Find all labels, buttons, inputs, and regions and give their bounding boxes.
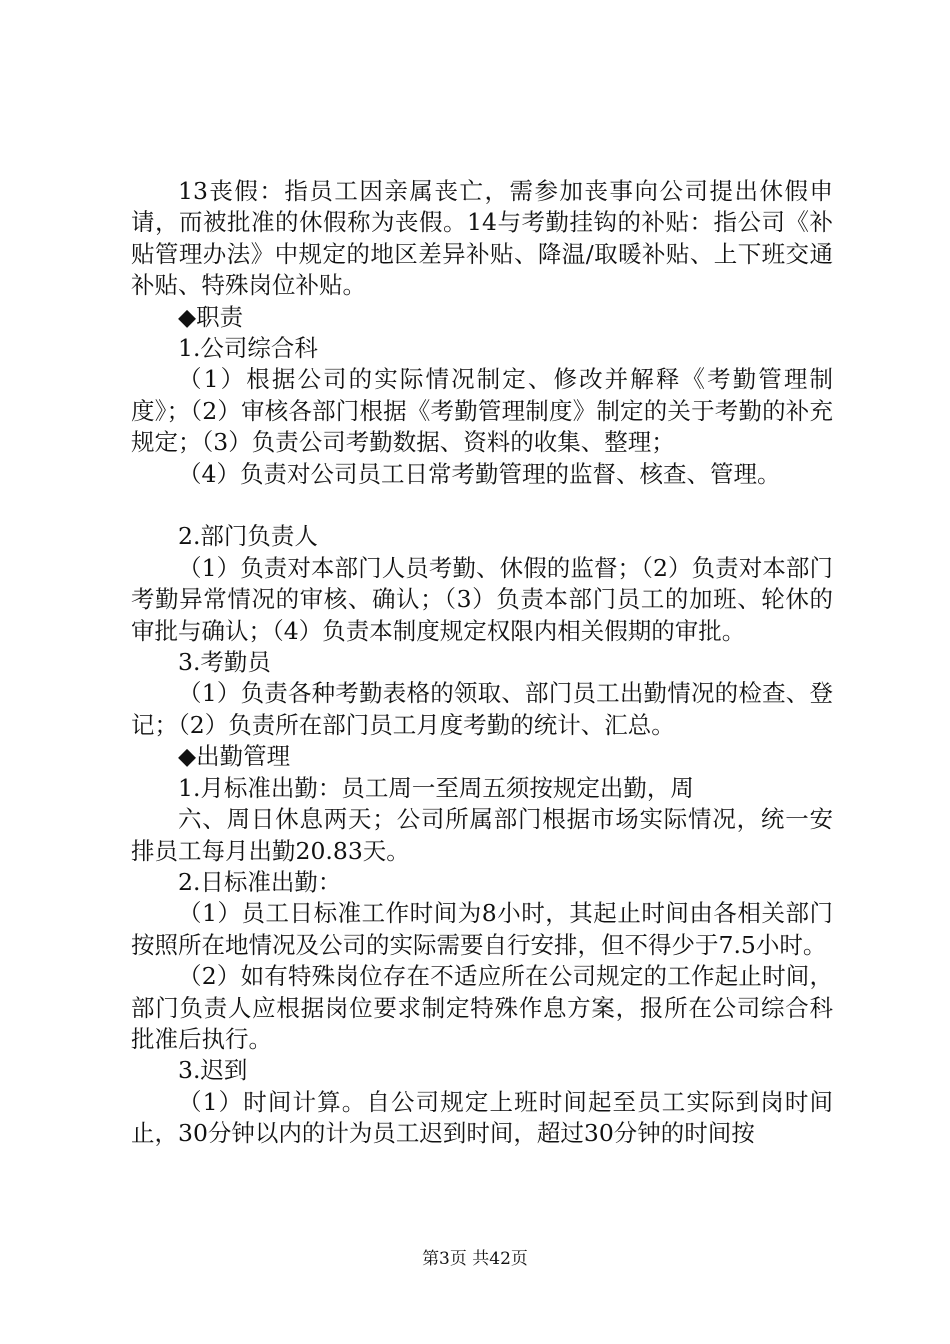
paragraph-late-1: （1）时间计算。自公司规定上班时间起至员工实际到岗时间止，30分钟以内的计为员工迟到时间，超过30分钟的时间按: [131, 1087, 833, 1148]
page-footer: 第3页 共42页: [422, 1249, 528, 1269]
blank-line: [131, 490, 833, 521]
heading-daily-standard: 2.日标准出勤：: [178, 867, 342, 896]
document-body: [131, 176, 833, 1150]
paragraph-attendance-clerk-duties: （1）负责各种考勤表格的领取、部门员工出勤情况的检查、登记；（2）负责所在部门员工月度考勤的统计、汇总。: [131, 679, 833, 739]
paragraph-company-office-duties: （1）根据公司的实际情况制定、修改并解释《考勤管理制度》；（2）审核各部门根据《考勤管理制度》制定的关于考勤的补充规定；（3）负责公司考勤数据、资料的收集、整理；: [131, 365, 833, 457]
paragraph-daily-standard-2: （2）如有特殊岗位存在不适应所在公司规定的工作起止时间，部门负责人应根据岗位要求制定特殊作息方案，报所在公司综合科批准后执行。: [131, 962, 833, 1053]
paragraph-department-head-duties: （1）负责对本部门人员考勤、休假的监督；（2）负责对本部门考勤异常情况的审核、确认；（3）负责本部门员工的加班、轮休的审批与确认；（4）负责本制度规定权限内相关假期的审批。: [131, 553, 833, 645]
paragraph-daily-standard-1: （1）员工日标准工作时间为8小时，其起止时间由各相关部门按照所在地情况及公司的实际需要自行安排，但不得少于7.5小时。: [131, 899, 833, 959]
heading-department-head: 2.部门负责人: [178, 522, 318, 551]
paragraph-company-office-duty-4: （4）负责对公司员工日常考勤管理的监督、核查、管理。: [178, 459, 781, 488]
heading-responsibilities: ◆职责: [178, 302, 244, 331]
heading-late: 3.迟到: [178, 1056, 248, 1085]
heading-attendance-management: ◆出勤管理: [178, 742, 291, 771]
paragraph-monthly-standard: 1.月标准出勤：员工周一至周五须按规定出勤，周: [178, 773, 694, 802]
paragraph-bereavement-leave: 13丧假：指员工因亲属丧亡，需参加丧事向公司提出休假申请，而被批准的休假称为丧假。14与考勤挂钩的补贴：指公司《补贴管理办法》中规定的地区差异补贴、降温/取暖补贴、上下班交通补贴、特殊岗位补贴。: [131, 177, 833, 300]
heading-attendance-clerk: 3.考勤员: [178, 648, 271, 677]
heading-company-office: 1.公司综合科: [178, 334, 318, 363]
paragraph-monthly-standard-cont: 六、周日休息两天；公司所属部门根据市场实际情况，统一安排员工每月出勤20.83天。: [131, 805, 833, 865]
